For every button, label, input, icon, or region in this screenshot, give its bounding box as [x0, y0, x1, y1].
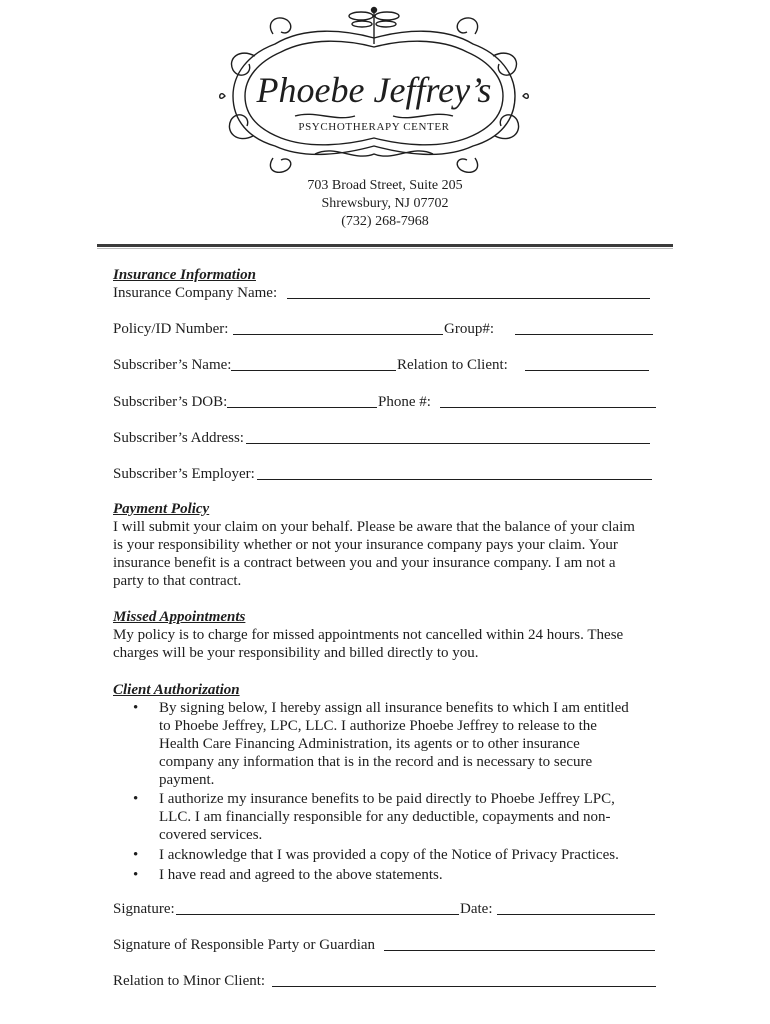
insurance-company-label: Insurance Company Name: — [113, 285, 278, 301]
responsible-party-label: Signature of Responsible Party or Guardian — [113, 937, 376, 953]
subscriber-dob-label: Subscriber’s DOB: — [113, 394, 228, 410]
payment-policy-heading: Payment Policy — [113, 501, 210, 517]
missed-line: My policy is to charge for missed appointments not cancelled within 24 hours. These — [113, 627, 624, 643]
subscriber-dob-row — [113, 392, 658, 412]
insurance-company-field[interactable] — [287, 298, 650, 299]
client-authorization-heading: Client Authorization — [113, 682, 240, 698]
missed-appointments-heading: Missed Appointments — [113, 609, 246, 625]
insurance-company-row — [113, 283, 653, 303]
bullet-marker: • — [133, 847, 139, 863]
phone-field[interactable] — [440, 407, 656, 408]
payment-line: is your responsibility whether or not your insurance company pays your claim. Your — [113, 537, 618, 553]
relation-to-client-field[interactable] — [525, 370, 649, 371]
signature-label: Signature: — [113, 901, 175, 917]
authorization-bullet-3: I acknowledge that I was provided a copy of the Notice of Privacy Practices. — [159, 847, 619, 863]
group-label: Group#: — [444, 321, 494, 337]
policy-row — [113, 319, 658, 339]
date-field[interactable] — [497, 914, 655, 915]
center-logo — [215, 4, 533, 176]
bullet-line: Health Care Financing Administration, its agents or to other insurance — [159, 736, 580, 752]
bullet-line: LLC. I am financially responsible for any deductible, copayments and non- — [159, 809, 611, 825]
responsible-party-field[interactable] — [384, 950, 655, 951]
subscriber-name-row — [113, 355, 658, 375]
subscriber-address-field[interactable] — [246, 443, 650, 444]
payment-line: party to that contract. — [113, 573, 242, 589]
payment-policy-text — [113, 518, 635, 590]
authorization-bullet-1 — [159, 699, 629, 789]
payment-line: insurance benefit is a contract between you and your insurance company. I am not a — [113, 555, 616, 571]
bullet-line: to Phoebe Jeffrey, LPC, LLC. I authorize Phoebe Jeffrey to release to the — [159, 718, 597, 734]
responsible-party-row — [113, 935, 658, 955]
authorization-bullet-4: I have read and agreed to the above statements. — [159, 867, 443, 883]
address-line-1: 703 Broad Street, Suite 205 — [307, 178, 463, 193]
signature-field[interactable] — [176, 914, 459, 915]
subscriber-name-label: Subscriber’s Name: — [113, 357, 232, 373]
address-line-2: Shrewsbury, NJ 07702 — [321, 196, 449, 211]
relation-to-client-label: Relation to Client: — [397, 357, 508, 373]
insurance-heading: Insurance Information — [113, 267, 256, 283]
group-field[interactable] — [515, 334, 653, 335]
subscriber-address-row — [113, 428, 658, 448]
header-divider-shadow — [97, 248, 673, 249]
policy-id-field[interactable] — [233, 334, 443, 335]
policy-id-label: Policy/ID Number: — [113, 321, 229, 337]
payment-line: I will submit your claim on your behalf. Please be aware that the balance of your claim — [113, 519, 635, 535]
relation-minor-field[interactable] — [272, 986, 656, 987]
bullet-line: By signing below, I hereby assign all insurance benefits to which I am entitled — [159, 700, 629, 716]
subscriber-employer-row — [113, 464, 658, 484]
bullet-marker: • — [133, 791, 139, 807]
bullet-line: company any information that is in the record and is necessary to secure — [159, 754, 593, 770]
bullet-line: covered services. — [159, 827, 263, 843]
bullet-marker: • — [133, 867, 139, 883]
bullet-line: payment. — [159, 772, 215, 788]
date-label: Date: — [460, 901, 493, 917]
subscriber-employer-label: Subscriber’s Employer: — [113, 466, 255, 482]
header-divider — [97, 244, 673, 247]
relation-minor-label: Relation to Minor Client: — [113, 973, 266, 989]
bullet-line: I authorize my insurance benefits to be paid directly to Phoebe Jeffrey LPC, — [159, 791, 615, 807]
subscriber-employer-field[interactable] — [257, 479, 652, 480]
phone-label: Phone #: — [378, 394, 431, 410]
phone-number: (732) 268-7968 — [341, 214, 429, 229]
authorization-bullet-2 — [159, 790, 615, 844]
subscriber-address-label: Subscriber’s Address: — [113, 430, 244, 446]
logo-subtitle: PSYCHOTHERAPY CENTER — [298, 121, 450, 133]
subscriber-name-field[interactable] — [231, 370, 396, 371]
signature-row — [113, 899, 658, 919]
missed-appointments-text — [113, 626, 623, 662]
subscriber-dob-field[interactable] — [227, 407, 377, 408]
missed-line: charges will be your responsibility and billed directly to you. — [113, 645, 479, 661]
bullet-marker: • — [133, 700, 139, 716]
logo-name: Phoebe Jeffrey’s — [256, 70, 492, 110]
relation-minor-row — [113, 971, 658, 991]
